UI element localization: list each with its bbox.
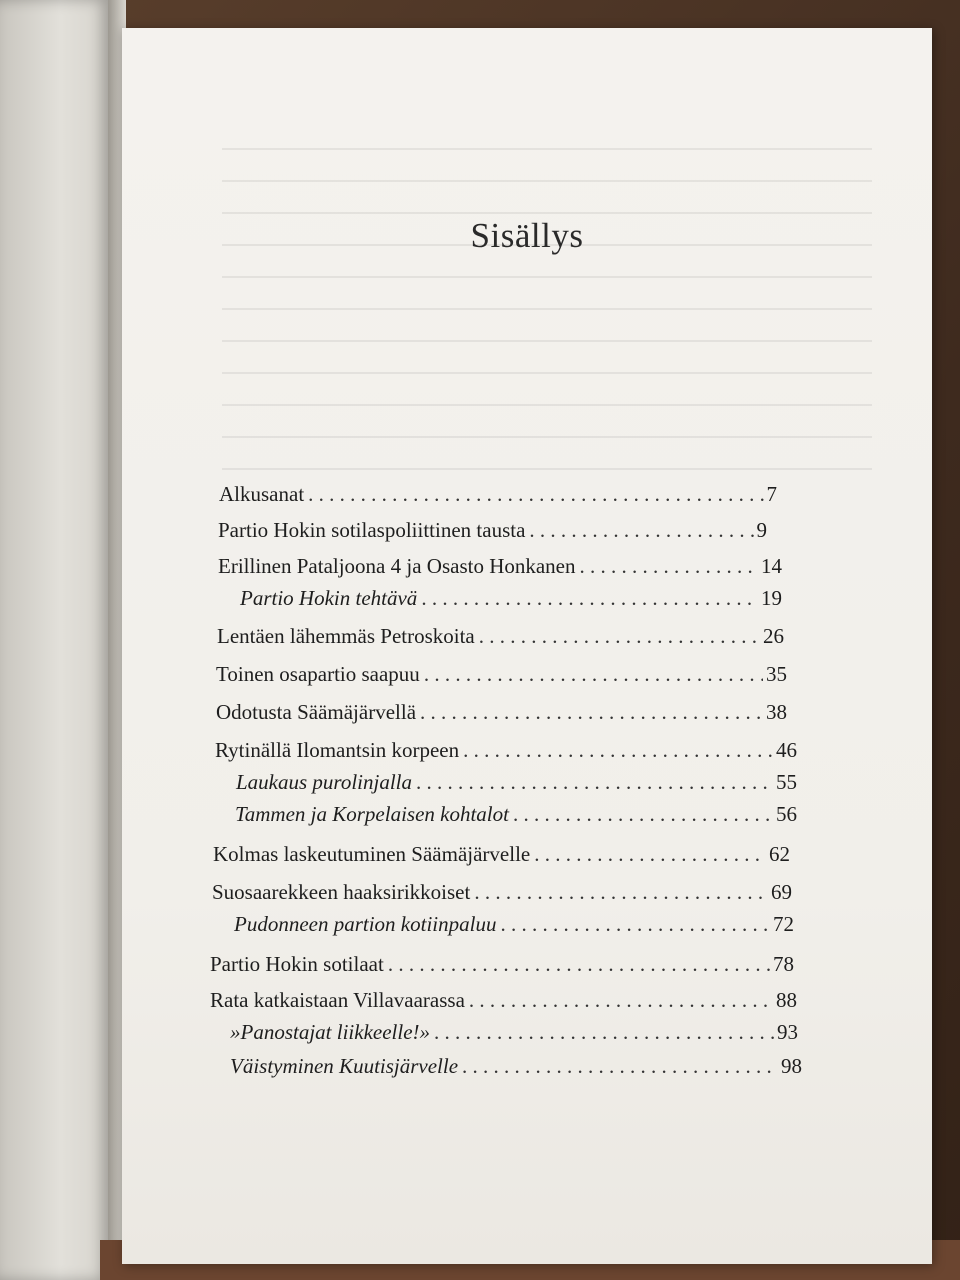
- toc-entry-title: Alkusanat: [219, 482, 305, 506]
- dot-leader: [474, 878, 768, 906]
- toc-entry: [210, 986, 797, 1014]
- dot-leader: [420, 698, 763, 726]
- toc-entry: [218, 516, 767, 544]
- toc-page: [122, 28, 932, 1264]
- toc-page-number: 98: [781, 1054, 802, 1078]
- toc-entry-title: Erillinen Pataljoona 4 ja Osasto Honkanen: [218, 554, 576, 578]
- toc-entry-title: Suosaarekkeen haaksirikkoiset: [212, 880, 471, 904]
- toc-entry: [216, 660, 787, 688]
- dot-leader: [424, 660, 763, 688]
- dot-leader: [529, 516, 753, 544]
- dot-leader: [534, 840, 766, 868]
- toc-subentry: [234, 910, 794, 938]
- toc-page-number: 88: [776, 988, 797, 1012]
- toc-entry-title: Rata katkaistaan Villavaarassa: [210, 988, 465, 1012]
- toc-page-number: 9: [756, 518, 767, 542]
- toc-entry-title: »Panostajat liikkeelle!»: [230, 1020, 431, 1044]
- dot-leader: [463, 736, 773, 764]
- toc-page-number: 38: [766, 700, 787, 724]
- toc-page-number: 69: [771, 880, 792, 904]
- toc-page-number: 7: [766, 482, 777, 506]
- toc-entry-title: Laukaus purolinjalla: [236, 770, 412, 794]
- toc-subentry: [230, 1018, 798, 1046]
- toc-entry: [217, 622, 784, 650]
- toc-subentry: [230, 1052, 802, 1080]
- toc-entry-title: Tammen ja Korpelaisen kohtalot: [235, 802, 509, 826]
- dot-leader: [421, 584, 758, 612]
- toc-entry: [216, 698, 787, 726]
- dot-leader: [469, 986, 773, 1014]
- toc-entry-title: Pudonneen partion kotiinpaluu: [234, 912, 497, 936]
- toc-entry-title: Partio Hokin sotilaspoliittinen tausta: [218, 518, 526, 542]
- toc-entry: [213, 840, 790, 868]
- toc-page-number: 26: [763, 624, 784, 648]
- table-of-contents: [122, 28, 932, 1264]
- toc-page-number: 19: [761, 586, 782, 610]
- dot-leader: [500, 910, 770, 938]
- toc-page-number: 35: [766, 662, 787, 686]
- toc-subentry: [235, 800, 797, 828]
- toc-page-number: 78: [773, 952, 794, 976]
- dot-leader: [308, 480, 763, 508]
- dot-leader: [513, 800, 773, 828]
- toc-entry-title: Toinen osapartio saapuu: [216, 662, 420, 686]
- toc-entry-title: Odotusta Säämäjärvellä: [216, 700, 417, 724]
- toc-entry-title: Lentäen lähemmäs Petroskoita: [217, 624, 475, 648]
- toc-entry: [219, 480, 777, 508]
- toc-entry-title: Väistyminen Kuutisjärvelle: [230, 1054, 459, 1078]
- toc-entry-title: Kolmas laskeutuminen Säämäjärvelle: [213, 842, 531, 866]
- dot-leader: [416, 768, 773, 796]
- page-title: Sisällys: [470, 216, 584, 255]
- toc-page-number: 93: [777, 1020, 798, 1044]
- toc-page-number: 14: [761, 554, 782, 578]
- toc-entry-title: Partio Hokin tehtävä: [240, 586, 418, 610]
- toc-entry: [210, 950, 794, 978]
- toc-page-number: 55: [776, 770, 797, 794]
- toc-page-number: 46: [776, 738, 797, 762]
- toc-page-number: 56: [776, 802, 797, 826]
- dot-leader: [462, 1052, 778, 1080]
- toc-entry-title: Partio Hokin sotilaat: [210, 952, 384, 976]
- toc-entry: [215, 736, 797, 764]
- toc-entry: [218, 552, 782, 580]
- dot-leader: [434, 1018, 774, 1046]
- toc-subentry: [240, 584, 782, 612]
- dot-leader: [580, 552, 758, 580]
- toc-subentry: [236, 768, 797, 796]
- left-page: [0, 0, 110, 1280]
- toc-entry: [212, 878, 792, 906]
- toc-page-number: 62: [769, 842, 790, 866]
- toc-page-number: 72: [773, 912, 794, 936]
- dot-leader: [388, 950, 770, 978]
- dot-leader: [479, 622, 760, 650]
- toc-entry-title: Rytinällä Ilomantsin korpeen: [215, 738, 460, 762]
